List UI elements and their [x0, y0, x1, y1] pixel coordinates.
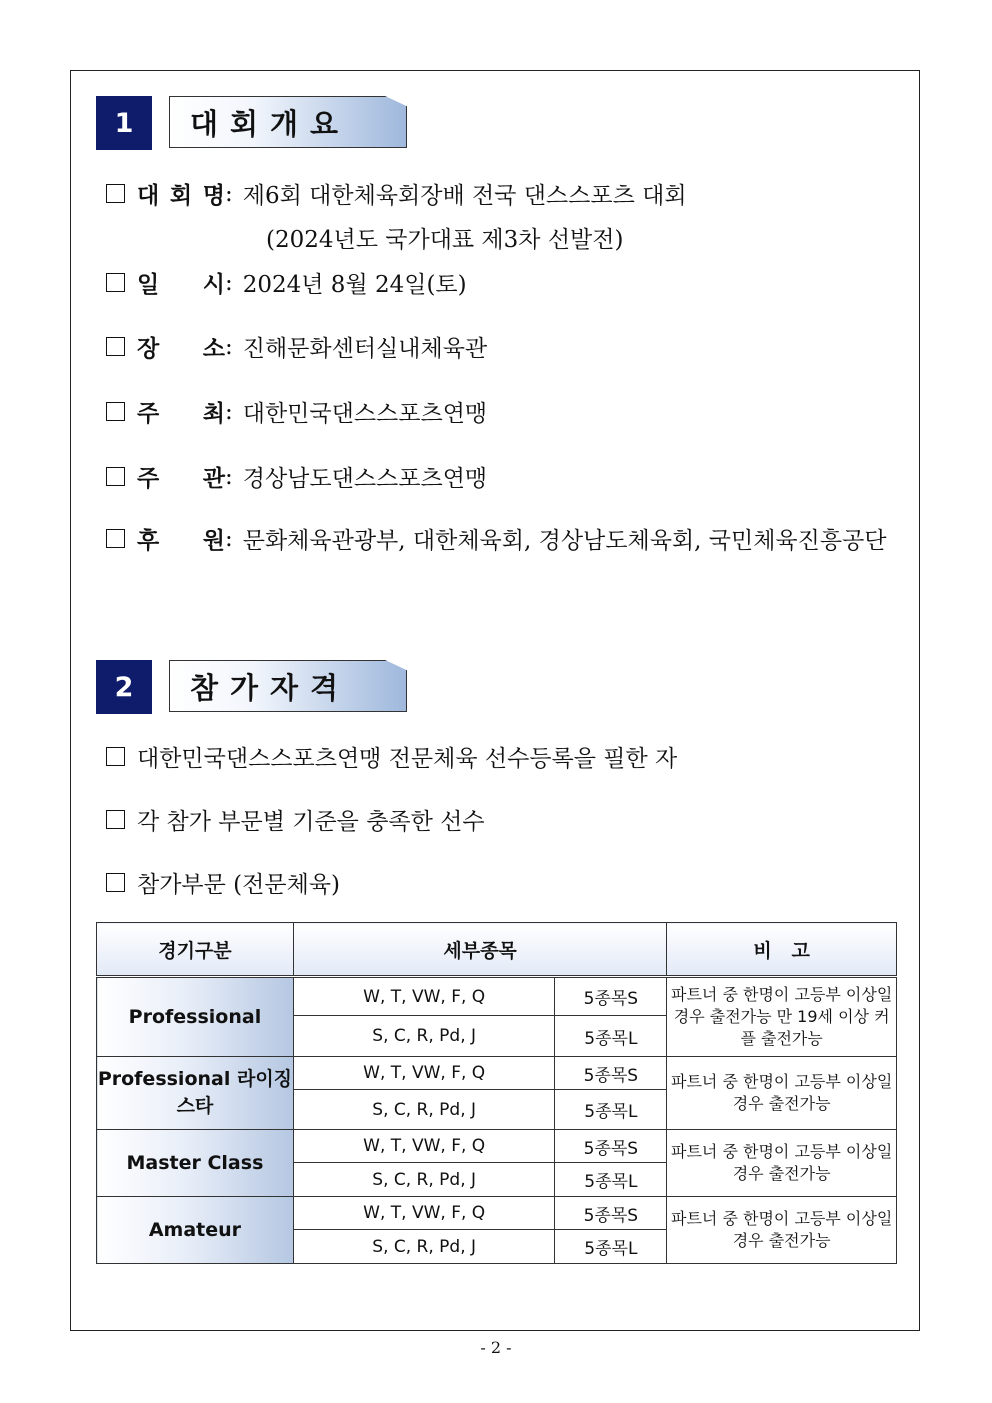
overview-item: [106, 266, 467, 299]
label-char: 일: [137, 272, 160, 298]
remarks-cell: 파트너 중 한명이 고등부 이상일 경우 출전가능 만 19세 이상 커플 출전가능: [667, 977, 897, 1057]
checkbox-icon: [106, 810, 125, 829]
overview-item: [106, 330, 487, 363]
count-cell: 5종목L: [555, 1016, 667, 1057]
table-row: [97, 1130, 897, 1163]
label-char: 장: [137, 336, 160, 362]
label-char: 시: [202, 272, 225, 298]
header-category: 경기구분: [97, 923, 294, 977]
table-row: [97, 1057, 897, 1090]
section-1-number: 1: [96, 96, 152, 150]
item-colon: :: [225, 333, 233, 360]
count-cell: 5종목S: [555, 1057, 667, 1090]
checkbox-icon: [106, 467, 125, 486]
section-2-header: [96, 660, 416, 714]
count-cell: 5종목L: [555, 1090, 667, 1130]
folded-corner-icon: [383, 95, 417, 111]
item-value: 문화체육관광부, 대한체육회, 경상남도체육회, 국민체육진흥공단: [242, 528, 887, 554]
overview-item: [106, 177, 687, 210]
count-cell: 5종목S: [555, 977, 667, 1016]
category-cell: Professional: [97, 977, 294, 1057]
eligibility-item: [106, 803, 485, 836]
item-colon: :: [225, 463, 233, 490]
dances-cell: W, T, VW, F, Q: [293, 1130, 555, 1163]
label-char: 대: [137, 183, 160, 209]
section-1-header: [96, 96, 416, 150]
header-remarks: 비 고: [667, 923, 897, 977]
label-char: 회: [169, 183, 193, 209]
checkbox-icon: [106, 337, 125, 356]
label-char: 원: [202, 528, 225, 554]
category-cell: Amateur: [97, 1197, 294, 1264]
dances-cell: S, C, R, Pd, J: [293, 1163, 555, 1197]
checkbox-icon: [106, 529, 125, 548]
item-label: [137, 460, 225, 493]
eligibility-item: [106, 866, 340, 899]
table-row: [97, 977, 897, 1016]
dances-cell: W, T, VW, F, Q: [293, 977, 555, 1016]
item-colon: :: [225, 269, 233, 296]
item-label: [137, 395, 225, 428]
item-value: 대한민국댄스스포츠연맹: [242, 401, 488, 427]
category-cell: Master Class: [97, 1130, 294, 1197]
item-value: 제6회 대한체육회장배 전국 댄스스포츠 대회: [242, 183, 687, 209]
label-char: 최: [202, 401, 225, 427]
overview-item: [106, 395, 487, 428]
label-char: 관: [202, 466, 225, 492]
folded-corner-icon: [383, 659, 417, 675]
remarks-cell: 파트너 중 한명이 고등부 이상일 경우 출전가능: [667, 1057, 897, 1130]
label-char: 소: [202, 336, 225, 362]
dances-cell: W, T, VW, F, Q: [293, 1057, 555, 1090]
page-number: - 2 -: [480, 1338, 512, 1357]
checkbox-icon: [106, 402, 125, 421]
label-char: 명: [202, 183, 225, 209]
overview-item: [106, 522, 887, 555]
checkbox-icon: [106, 873, 125, 892]
item-text: 참가부문 (전문체육): [137, 872, 341, 898]
item-label: [137, 330, 225, 363]
item-colon: :: [225, 525, 233, 552]
dances-cell: S, C, R, Pd, J: [293, 1230, 555, 1264]
section-1-title: 대회개요: [169, 96, 407, 148]
item-colon: :: [225, 398, 233, 425]
item-text: 각 참가 부문별 기준을 충족한 선수: [137, 809, 485, 835]
header-events: 세부종목: [293, 923, 666, 977]
division-table: [96, 922, 897, 1264]
count-cell: 5종목S: [555, 1197, 667, 1230]
item-value: 경상남도댄스스포츠연맹: [242, 466, 488, 492]
eligibility-item: [106, 740, 677, 773]
item-value: 진해문화센터실내체육관: [242, 336, 488, 362]
checkbox-icon: [106, 273, 125, 292]
section-2-number: 2: [96, 660, 152, 714]
table-row: [97, 1197, 897, 1230]
count-cell: 5종목L: [555, 1163, 667, 1197]
section-2-title: 참가자격: [169, 660, 407, 712]
checkbox-icon: [106, 747, 125, 766]
dances-cell: W, T, VW, F, Q: [293, 1197, 555, 1230]
item-label: [137, 522, 225, 555]
count-cell: 5종목S: [555, 1130, 667, 1163]
label-char: 주: [137, 401, 160, 427]
item-text: 대한민국댄스스포츠연맹 전문체육 선수등록을 필한 자: [137, 746, 678, 772]
label-char: 주: [137, 466, 160, 492]
overview-subtitle: (2024년도 국가대표 제3차 선발전): [266, 227, 624, 253]
checkbox-icon: [106, 184, 125, 203]
item-colon: :: [225, 180, 233, 207]
item-label: [137, 266, 225, 299]
remarks-cell: 파트너 중 한명이 고등부 이상일 경우 출전가능: [667, 1130, 897, 1197]
category-cell: Professional 라이징스타: [97, 1057, 294, 1130]
dances-cell: S, C, R, Pd, J: [293, 1016, 555, 1057]
table-header-row: [97, 923, 897, 977]
label-char: 후: [137, 528, 160, 554]
overview-item: [106, 460, 487, 493]
item-value: 2024년 8월 24일(토): [242, 272, 467, 298]
item-label: [137, 177, 225, 210]
count-cell: 5종목L: [555, 1230, 667, 1264]
remarks-cell: 파트너 중 한명이 고등부 이상일 경우 출전가능: [667, 1197, 897, 1264]
dances-cell: S, C, R, Pd, J: [293, 1090, 555, 1130]
